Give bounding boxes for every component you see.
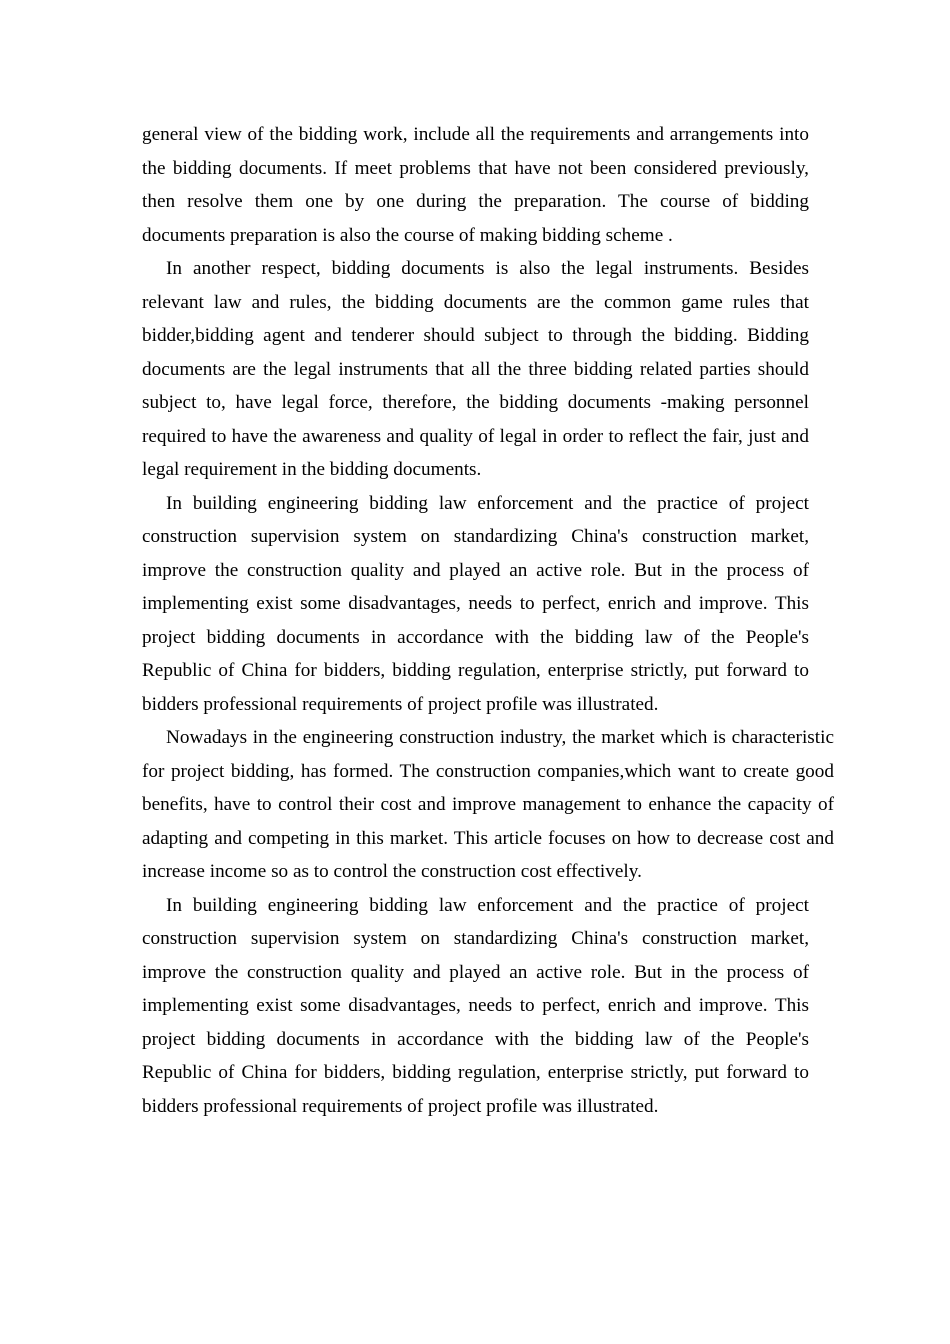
paragraph-law-enforcement-second: In building engineering bidding law enforcement and the practice of project construction supervision system on standardizing China's construction market, improve the construction quality and played an active role. But in the process of implementing exist some disadvantages, needs to perfect, enrich and improve. This project bidding documents in accordance with the bidding law of the People's Republic of China for bidders, bidding regulation, enterprise strictly, put forward to bidders professional requirements of project profile was illustrated. [142, 894, 809, 1117]
paragraph-nowadays-market: Nowadays in the engineering construction industry, the market which is characteristic for project bidding, has formed. The construction companies,which want to create good benefits, have to control their cost and improve management to enhance the capacity of adapting and competing in this market. This article focuses on how to decrease cost and increase income so as to control the construction cost effectively. [142, 727, 834, 882]
paragraph-legal-instruments: In another respect, bidding documents is also the legal instruments. Besides relevant law and rules, the bidding documents are the common game rules that bidder,bidding agent and tenderer should subject to through the bidding. Bidding documents are the legal instruments that all the three bidding related parties should subject to, have legal force, therefore, the bidding documents -making personnel required to have the awareness and quality of legal in order to reflect the fair, just and legal requirement in the bidding documents. [142, 258, 809, 480]
paragraph-continued: general view of the bidding work, include all the requirements and arrangements into the bidding documents. If meet problems that have not been considered previously, then resolve them one by one during the preparation. The course of bidding documents preparation is also the course of making bidding scheme . [142, 124, 809, 246]
paragraph-law-enforcement-first: In building engineering bidding law enforcement and the practice of project construction supervision system on standardizing China's construction market, improve the construction quality and played an active role. But in the process of implementing exist some disadvantages, needs to perfect, enrich and improve. This project bidding documents in accordance with the bidding law of the People's Republic of China for bidders, bidding regulation, enterprise strictly, put forward to bidders professional requirements of project profile was illustrated. [142, 492, 809, 715]
text-column [142, 118, 834, 1123]
